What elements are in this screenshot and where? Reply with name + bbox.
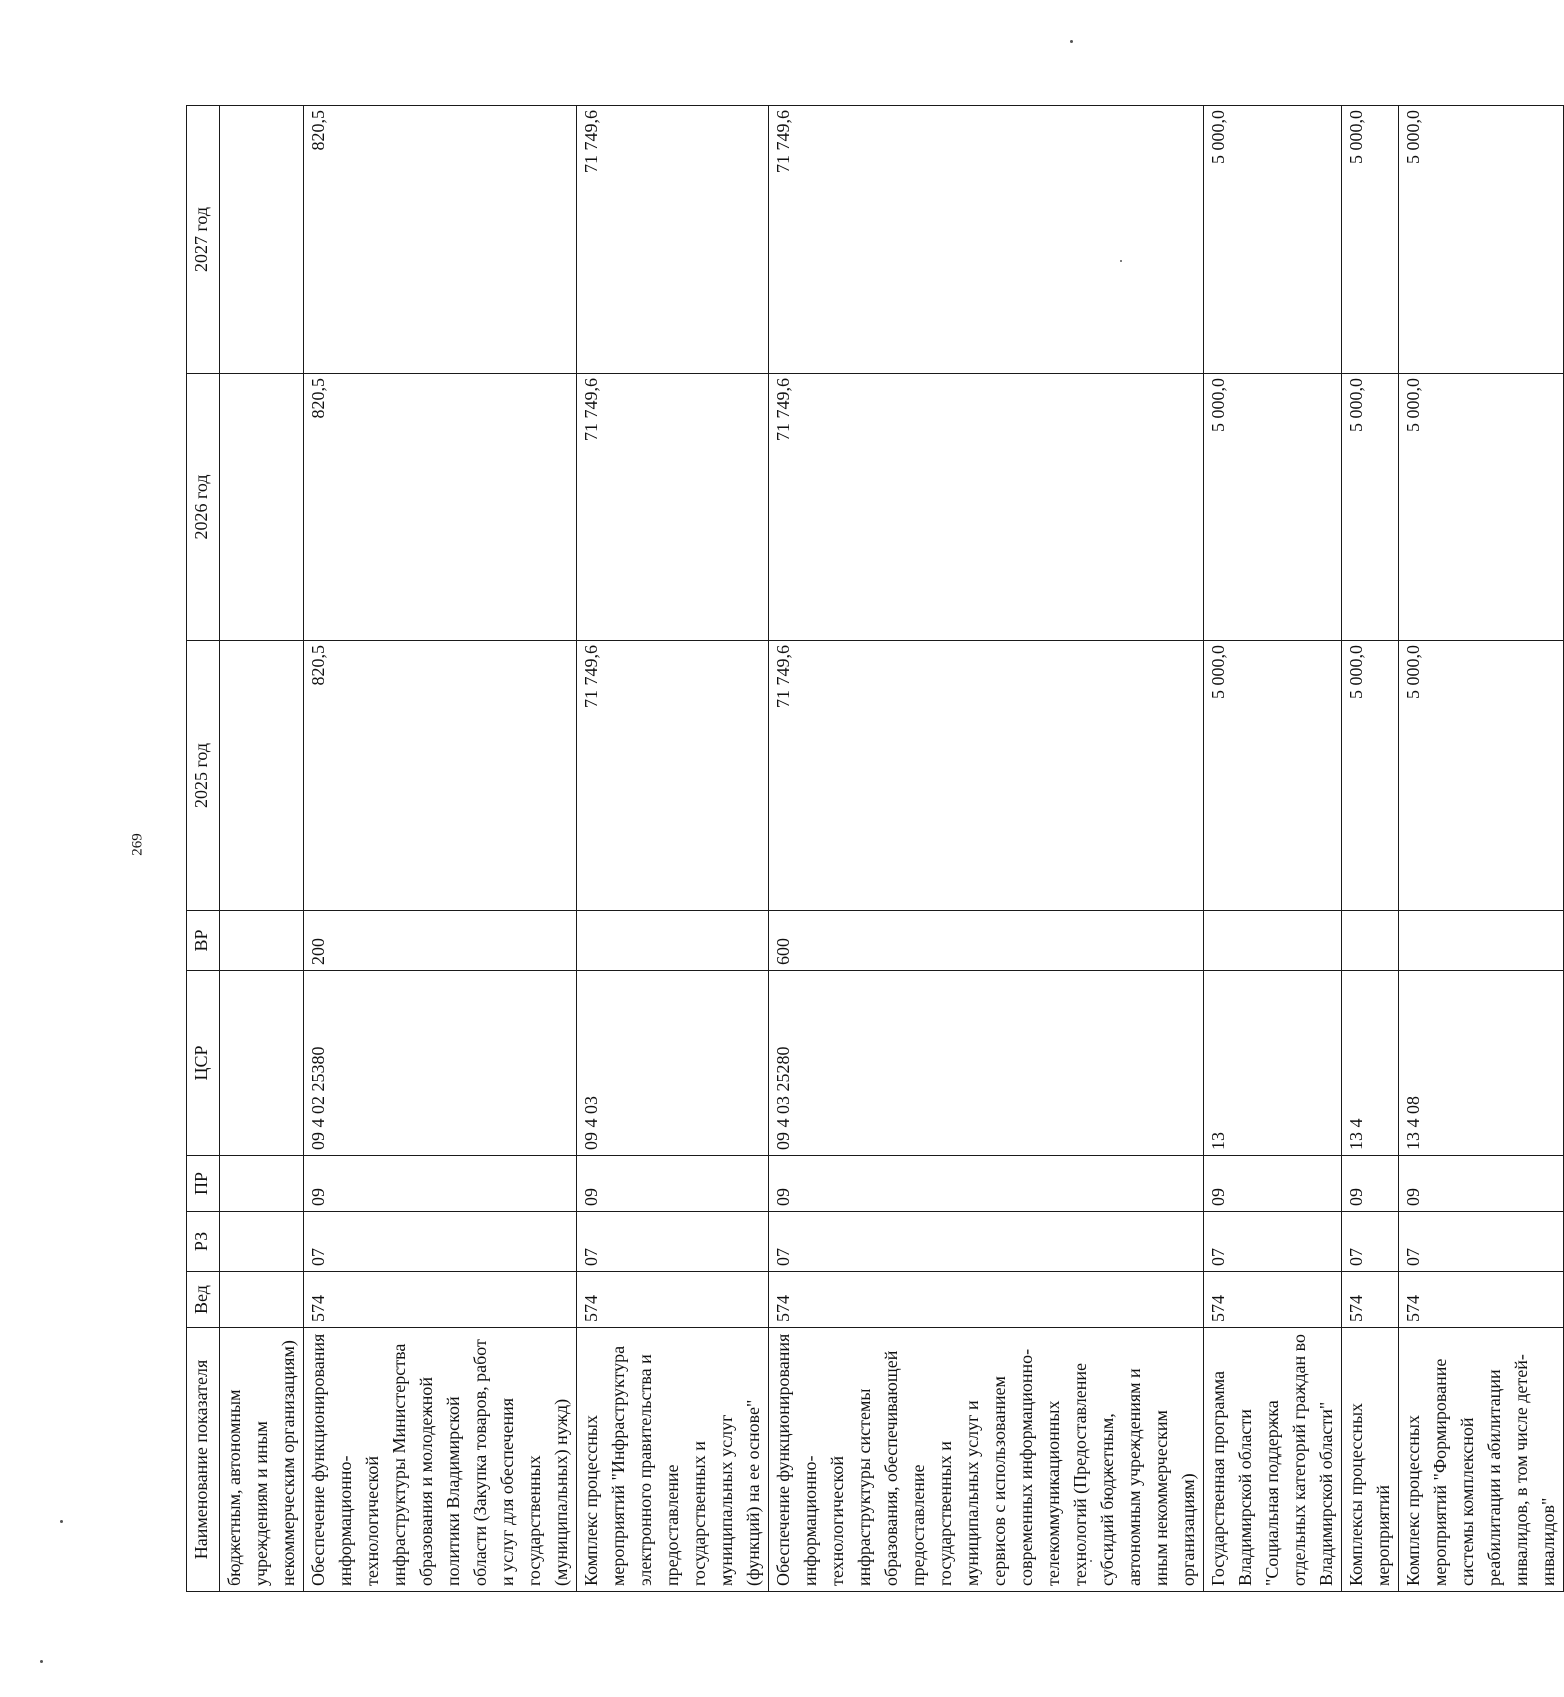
table-row bbox=[1204, 106, 1342, 1592]
cell-y2027: 71 749,6 bbox=[577, 106, 769, 374]
cell-name: Комплексы процессных мероприятий bbox=[1342, 1328, 1399, 1592]
cell-y2027: 820,5 bbox=[304, 106, 577, 374]
column-header: ЦСР bbox=[187, 971, 220, 1156]
table-row bbox=[1399, 106, 1564, 1592]
cell-pr: 09 bbox=[304, 1156, 577, 1212]
cell-vr bbox=[1399, 911, 1564, 971]
cell-rz bbox=[220, 1212, 304, 1272]
cell-y2026: 820,5 bbox=[304, 374, 577, 641]
cell-name: бюджетным, автономным учреждениям и иным некоммерческим организациям) bbox=[220, 1328, 304, 1592]
scan-speck bbox=[1120, 260, 1122, 262]
column-header: 2025 год bbox=[187, 641, 220, 911]
cell-ved bbox=[220, 1272, 304, 1328]
cell-name: Государственная программа Владимирской области "Социальная поддержка отдельных категорий граждан во Владимирской области" bbox=[1204, 1328, 1342, 1592]
column-header: 2027 год bbox=[187, 106, 220, 374]
cell-y2026: 5 000,0 bbox=[1342, 374, 1399, 641]
cell-y2026 bbox=[220, 374, 304, 641]
cell-vr bbox=[1342, 911, 1399, 971]
budget-table bbox=[186, 105, 1564, 1592]
cell-csr: 09 4 02 25380 bbox=[304, 971, 577, 1156]
scan-speck bbox=[60, 1520, 63, 1523]
cell-ved: 574 bbox=[1342, 1272, 1399, 1328]
column-header: ВР bbox=[187, 911, 220, 971]
cell-rz: 07 bbox=[1204, 1212, 1342, 1272]
cell-rz: 07 bbox=[1399, 1212, 1564, 1272]
cell-name: Комплекс процессных мероприятий "Инфраструктура электронного правительства и предоставление государственных и муниципальных услуг (функций) на ее основе" bbox=[577, 1328, 769, 1592]
column-header: РЗ bbox=[187, 1212, 220, 1272]
cell-y2026: 71 749,6 bbox=[577, 374, 769, 641]
cell-name: Обеспечение функционирования информационно-технологической инфраструктуры системы образования, обеспечивающей предоставление государственных и муниципальных услуг и сервисов с использованием современных информационно-телекоммуникационных технологий (Предоставление субсидий бюджетным, автономным учреждениям и иным некоммерческим организациям) bbox=[769, 1328, 1204, 1592]
cell-pr: 09 bbox=[1204, 1156, 1342, 1212]
scan-speck bbox=[40, 1660, 43, 1663]
cell-y2025: 820,5 bbox=[304, 641, 577, 911]
cell-csr bbox=[220, 971, 304, 1156]
cell-y2027: 5 000,0 bbox=[1342, 106, 1399, 374]
scan-speck bbox=[1090, 1560, 1092, 1562]
cell-y2026: 71 749,6 bbox=[769, 374, 1204, 641]
cell-name: Обеспечение функционирования информационно-технологической инфраструктуры Министерства образования и молодежной политики Владимирской области (Закупка товаров, работ и услуг для обеспечения государственных (муниципальных) нужд) bbox=[304, 1328, 577, 1592]
cell-vr bbox=[220, 911, 304, 971]
cell-vr: 600 bbox=[769, 911, 1204, 971]
cell-rz: 07 bbox=[304, 1212, 577, 1272]
table-row bbox=[1342, 106, 1399, 1592]
cell-y2027: 71 749,6 bbox=[769, 106, 1204, 374]
cell-csr: 09 4 03 bbox=[577, 971, 769, 1156]
cell-y2025 bbox=[220, 641, 304, 911]
table-row bbox=[304, 106, 577, 1592]
cell-ved: 574 bbox=[769, 1272, 1204, 1328]
cell-y2025: 5 000,0 bbox=[1342, 641, 1399, 911]
table-body bbox=[220, 106, 1564, 1592]
cell-ved: 574 bbox=[1399, 1272, 1564, 1328]
cell-y2027: 5 000,0 bbox=[1399, 106, 1564, 374]
cell-y2026: 5 000,0 bbox=[1204, 374, 1342, 641]
cell-y2027 bbox=[220, 106, 304, 374]
column-header: ПР bbox=[187, 1156, 220, 1212]
cell-y2025: 5 000,0 bbox=[1399, 641, 1564, 911]
table-row bbox=[220, 106, 304, 1592]
column-header: Наименование показателя bbox=[187, 1328, 220, 1592]
cell-y2025: 71 749,6 bbox=[577, 641, 769, 911]
table-header-row bbox=[187, 106, 220, 1592]
cell-csr: 13 4 bbox=[1342, 971, 1399, 1156]
cell-rz: 07 bbox=[577, 1212, 769, 1272]
cell-y2027: 5 000,0 bbox=[1204, 106, 1342, 374]
cell-csr: 13 4 08 bbox=[1399, 971, 1564, 1156]
cell-vr: 200 bbox=[304, 911, 577, 971]
table-row bbox=[769, 106, 1204, 1592]
cell-ved: 574 bbox=[304, 1272, 577, 1328]
cell-pr: 09 bbox=[1342, 1156, 1399, 1212]
cell-pr: 09 bbox=[769, 1156, 1204, 1212]
cell-rz: 07 bbox=[1342, 1212, 1399, 1272]
table-row bbox=[577, 106, 769, 1592]
cell-y2025: 71 749,6 bbox=[769, 641, 1204, 911]
page-number: 269 bbox=[129, 833, 146, 856]
cell-name: Комплекс процессных мероприятий "Формирование системы комплексной реабилитации и абилитации инвалидов, в том числе детей-инвалидов" bbox=[1399, 1328, 1564, 1592]
column-header: 2026 год bbox=[187, 374, 220, 641]
column-header: Вед bbox=[187, 1272, 220, 1328]
cell-pr: 09 bbox=[577, 1156, 769, 1212]
rotated-table-container bbox=[186, 106, 1558, 1592]
cell-csr: 13 bbox=[1204, 971, 1342, 1156]
cell-ved: 574 bbox=[577, 1272, 769, 1328]
cell-csr: 09 4 03 25280 bbox=[769, 971, 1204, 1156]
cell-ved: 574 bbox=[1204, 1272, 1342, 1328]
scan-speck bbox=[1070, 40, 1073, 43]
cell-vr bbox=[577, 911, 769, 971]
cell-pr bbox=[220, 1156, 304, 1212]
cell-rz: 07 bbox=[769, 1212, 1204, 1272]
cell-y2025: 5 000,0 bbox=[1204, 641, 1342, 911]
cell-y2026: 5 000,0 bbox=[1399, 374, 1564, 641]
cell-pr: 09 bbox=[1399, 1156, 1564, 1212]
cell-vr bbox=[1204, 911, 1342, 971]
